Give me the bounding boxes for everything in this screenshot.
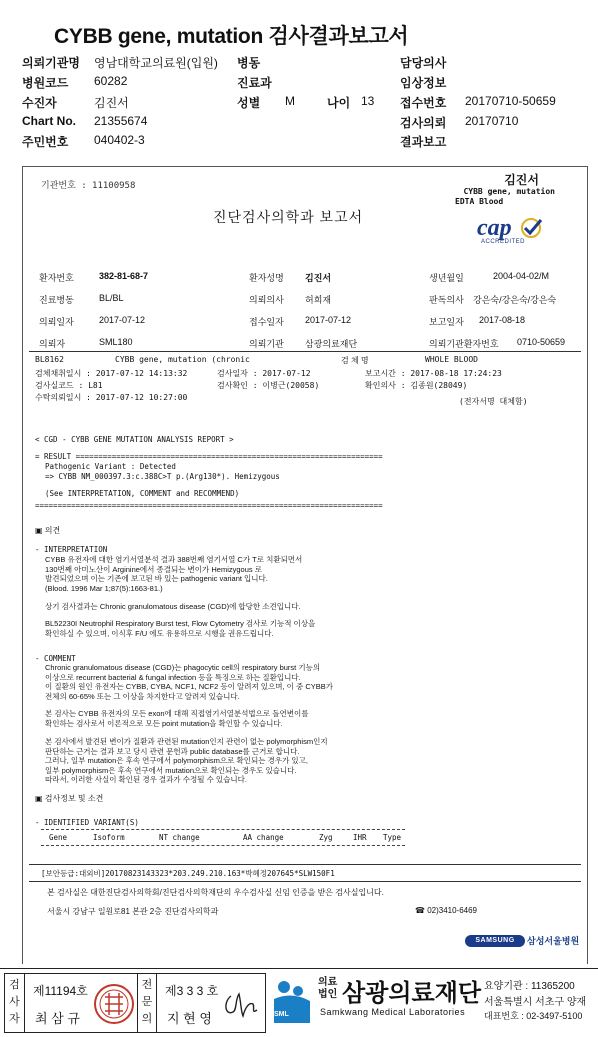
info-value: 382-81-68-7 xyxy=(99,271,149,281)
specialist-number: 제3 3 3 호 xyxy=(165,984,219,998)
column-header: Gene xyxy=(49,833,68,842)
sml-prefix xyxy=(318,977,337,1001)
text-line: 본 검사에서 발견된 변이가 질환과 관련된 mutation인지 관련이 없는 polymorphism인지 xyxy=(45,737,328,746)
info-value: SML180 xyxy=(99,337,133,347)
result-line: = RESULT ==================================================================== xyxy=(35,452,383,461)
info-label: 의뢰기관 xyxy=(249,339,284,349)
cap-accredited-logo xyxy=(475,215,557,249)
lab-info: 검사확인 : 이병근(20058) xyxy=(217,381,320,390)
signature-note: (전자서명 대체함) xyxy=(459,397,528,406)
cap-check-icon xyxy=(519,217,543,239)
comment-text-2 xyxy=(45,709,308,728)
text-line: 이 질환의 원인 유전자는 CYBB, CYBA, NCF1, NCF2 등이 알려져 있으며, 이 중 CYBB가 xyxy=(45,682,334,691)
label-char: 사 xyxy=(9,996,20,1008)
column-header: Type xyxy=(383,833,402,842)
samsung-logo: SAMSUNG xyxy=(465,935,525,947)
burst-test-text xyxy=(45,619,315,638)
lab-info: 수탁의뢰일시 : 2017-07-12 10:27:00 xyxy=(35,393,188,402)
info-value: 강은숙/강은숙/강은숙 xyxy=(473,295,557,305)
pathogenic-variant: Pathogenic Variant : Detected xyxy=(45,462,176,471)
tester-number: 제11194호 xyxy=(33,984,88,998)
physician-label: 담당의사 xyxy=(400,56,447,70)
header-row-3 xyxy=(22,94,588,112)
column-header: AA change xyxy=(243,833,284,842)
divider xyxy=(41,845,405,846)
text-line: 따라서, 이러한 사실이 확인된 경우 결과가 수정될 수 있습니다. xyxy=(45,775,247,784)
info-label: 의뢰자 xyxy=(39,339,66,349)
text-line: 그러나, 일부 mutation은 후속 연구에서 polymorphism으로 확인되는 경우가 있고, xyxy=(45,756,308,765)
chart-value: 21355674 xyxy=(94,114,148,128)
tester-name: 최 삼 규 xyxy=(35,1011,80,1026)
seal-stamp-icon xyxy=(93,983,135,1025)
info-value: 허희재 xyxy=(305,295,332,305)
column-header: Isoform xyxy=(93,833,125,842)
column-header: Zyg xyxy=(319,833,333,842)
receipt-no-value: 20170710-50659 xyxy=(465,94,556,108)
divider xyxy=(41,829,405,830)
sml-address: 서울특별시 서초구 양재 xyxy=(484,997,587,1008)
signature-icon xyxy=(221,988,261,1022)
info-value: 2017-08-18 xyxy=(479,315,526,325)
tester-label xyxy=(5,974,25,1032)
sml-name: 삼광의료재단 xyxy=(342,980,482,1007)
label-char: 의 xyxy=(141,1013,153,1025)
divider xyxy=(29,881,581,882)
hospital-code-value: 60282 xyxy=(94,74,128,88)
lab-address: 서울시 강남구 일원로81 본관 2층 진단검사의학과 xyxy=(47,907,219,916)
label-char: 문 xyxy=(141,996,153,1008)
text-line: 확인하실 수 있으며, 이식후 F/U 에도 유용하므로 시행을 권유드립니다. xyxy=(45,628,274,638)
opinion-heading: ▣ 의견 xyxy=(35,526,61,535)
lab-phone: ☎ 02)3410-6469 xyxy=(415,906,478,915)
department-title: 진단검사의학과 보고서 xyxy=(213,209,364,225)
info-value: 2017-07-12 xyxy=(99,315,146,325)
info-value: 0710-50659 xyxy=(517,337,566,347)
text-line: 확인하는 검사로서 이론적으로 모든 point mutation을 확인할 수 있습니다. xyxy=(45,718,283,728)
patient-value: 김진서 xyxy=(94,96,129,110)
sml-prefix-line: 법인 xyxy=(318,989,338,1000)
receipt-no-label: 접수번호 xyxy=(400,96,447,110)
text-line: 본 검사는 CYBB 유전자의 모든 exon에 대해 직접염기서열분석법으로 돌연변이를 xyxy=(45,709,309,718)
lab-info: 보고시간 : 2017-08-18 17:24:23 xyxy=(365,369,502,378)
info-label: 의뢰일자 xyxy=(39,317,74,327)
column-header: IHR xyxy=(353,833,367,842)
sex-label: 성별 xyxy=(237,96,261,110)
age-value: 13 xyxy=(361,94,375,108)
text-line: (Blood. 1996 Mar 1;87(5):1663-81.) xyxy=(45,583,163,593)
test-code: BL8162 xyxy=(35,355,64,364)
rrn-value: 040402-3 xyxy=(94,133,145,147)
info-value: 2004-04-02/M xyxy=(493,271,550,281)
text-line: 이상으로 recurrent bacterial & fungal infection 등을 특징으로 하는 질환입니다. xyxy=(45,672,301,682)
info-label: 진료병동 xyxy=(39,295,74,305)
request-value: 20170710 xyxy=(465,114,519,128)
report-test-name: CYBB gene, mutation xyxy=(463,187,555,196)
info-label: 의뢰기관환자번호 xyxy=(429,339,499,349)
interpretation-text xyxy=(45,555,302,593)
lab-info: 검사일자 : 2017-07-12 xyxy=(217,369,311,378)
see-note: (See INTERPRETATION, COMMENT and RECOMMEND) xyxy=(45,489,240,498)
sml-english-name: Samkwang Medical Laboratories xyxy=(320,1007,466,1017)
lab-info: 확인의사 : 김종원(28049) xyxy=(365,381,468,390)
age-label: 나이 xyxy=(327,96,351,110)
header-row-2 xyxy=(22,74,588,92)
text-line: 발견되었으며 이는 기존에 보고된 바 있는 pathogenic variant 입니다. xyxy=(45,574,268,583)
interpretation-heading: - INTERPRETATION xyxy=(35,545,108,554)
lab-report-scan xyxy=(22,166,588,964)
identified-variants-heading: - IDENTIFIED VARIANT(S) xyxy=(35,818,139,827)
divider xyxy=(29,864,581,865)
specialist-label xyxy=(137,974,157,1032)
info-label: 접수일자 xyxy=(249,317,284,327)
sml-prefix-line: 의료 xyxy=(318,977,338,988)
request-label: 검사의뢰 xyxy=(400,116,447,130)
security-line: [보안등급:대외비]20170823143323*203.249.210.163*박혜정207645*SLW150F1 xyxy=(41,869,335,878)
text-line: Chronic granulomatous disease (CGD)는 phagocytic cell의 respiratory burst 기능의 xyxy=(45,663,321,672)
dept-label: 진료과 xyxy=(237,76,272,90)
rep-phone: 대표번호 : 02-3497-5100 xyxy=(484,1011,583,1021)
column-header: NT change xyxy=(159,833,200,842)
info-label: 보고일자 xyxy=(429,317,464,327)
chart-label: Chart No. xyxy=(22,114,76,128)
agency-number: 기관번호 : 11100958 xyxy=(41,181,136,191)
patient-label: 수진자 xyxy=(22,96,57,110)
label-char: 검 xyxy=(9,979,20,991)
comment-heading: - COMMENT xyxy=(35,654,76,663)
certification-text: 본 검사실은 대한진단검사의학회/진단검사의학재단의 우수검사실 신임 인증을 받은 검사실입니다. xyxy=(47,888,384,897)
header-row-5 xyxy=(22,133,588,151)
signature-box xyxy=(4,973,266,1033)
lab-info: 검체채취일시 : 2017-07-12 14:13:32 xyxy=(35,369,188,378)
cap-accredited-text: ACCREDITED xyxy=(481,239,526,245)
lab-info: 검사실코드 : L81 xyxy=(35,381,103,390)
text-line: 130번째 아미노산이 Arginine에서 종결되는 변이가 Hemizygous 로 xyxy=(45,564,262,574)
sex-value: M xyxy=(285,94,295,108)
info-label: 판독의사 xyxy=(429,295,464,305)
consistent-text: 상기 검사결과는 Chronic granulomatous disease (CGD)에 합당한 소견입니다. xyxy=(45,602,301,611)
ward-label: 병동 xyxy=(237,56,261,70)
label-char: 전 xyxy=(141,979,153,991)
header-row-1 xyxy=(22,54,588,72)
info-value: BL/BL xyxy=(99,293,124,303)
info-value: 김진서 xyxy=(305,273,332,283)
divider xyxy=(29,351,581,352)
test-info-heading: ▣ 검사정보 및 소견 xyxy=(35,794,104,803)
clinical-info-label: 임상정보 xyxy=(400,76,447,90)
text-line: 전체의 60-65% 또는 그 이상을 차지한다고 알려져 있습니다. xyxy=(45,691,240,701)
smc-name: 삼성서울병원 xyxy=(527,936,580,946)
institution-code: 요양기관 : 11365200 xyxy=(484,981,575,992)
header-row-4 xyxy=(22,114,588,132)
info-value: 삼광의료재단 xyxy=(305,339,358,349)
variant-detail: => CYBB NM_000397.3:c.388C>T p.(Arg130*). Hemizygous xyxy=(45,472,280,481)
end-line: ============================================================================= xyxy=(35,501,383,510)
label-char: 자 xyxy=(9,1013,20,1025)
info-label: 환자성명 xyxy=(249,273,284,283)
cap-logo-text: cap xyxy=(477,215,512,241)
rrn-label: 주민번호 xyxy=(22,135,69,149)
sml-logo-text: SML xyxy=(274,1011,289,1018)
footer xyxy=(0,968,598,1037)
text-line: CYBB 유전자에 대한 염기서열분석 결과 388번째 염기서열 C가 T로 치환되면서 xyxy=(45,555,303,564)
comment-text-1 xyxy=(45,663,333,701)
report-specimen-type: EDTA Blood xyxy=(455,197,504,206)
info-label: 생년월일 xyxy=(429,273,464,283)
text-line: BL52230I Neutrophil Respiratory Burst test, Flow Cytometry 검사로 기능적 이상을 xyxy=(45,619,316,628)
hospital-code-label: 병원코드 xyxy=(22,76,69,90)
text-line: 판단하는 근거는 결과 보고 당시 관련 문헌과 public database를 근거로 합니다. xyxy=(45,746,300,756)
text-line: 일부 polymorphism은 후속 연구에서 mutation으로 확인되는 경우도 있습니다. xyxy=(45,765,297,775)
info-label: 의뢰의사 xyxy=(249,295,284,305)
info-label: 환자번호 xyxy=(39,273,74,283)
specimen-label: 검 체 명 xyxy=(341,356,369,365)
institution-label: 의뢰기관명 xyxy=(22,56,80,70)
report-patient-name: 김진서 xyxy=(504,173,539,187)
test-description: CYBB gene, mutation (chronic xyxy=(115,355,250,364)
institution-value: 영남대학교의료원(입원) xyxy=(94,56,218,70)
comment-text-3 xyxy=(45,737,328,785)
specialist-name: 지 현 영 xyxy=(167,1011,212,1026)
page-title: CYBB gene, mutation 검사결과보고서 xyxy=(54,25,409,48)
info-value: 2017-07-12 xyxy=(305,315,352,325)
specimen-value: WHOLE BLOOD xyxy=(425,355,478,364)
analysis-title: < CGD - CYBB GENE MUTATION ANALYSIS REPORT > xyxy=(35,435,234,444)
report-label: 결과보고 xyxy=(400,135,447,149)
